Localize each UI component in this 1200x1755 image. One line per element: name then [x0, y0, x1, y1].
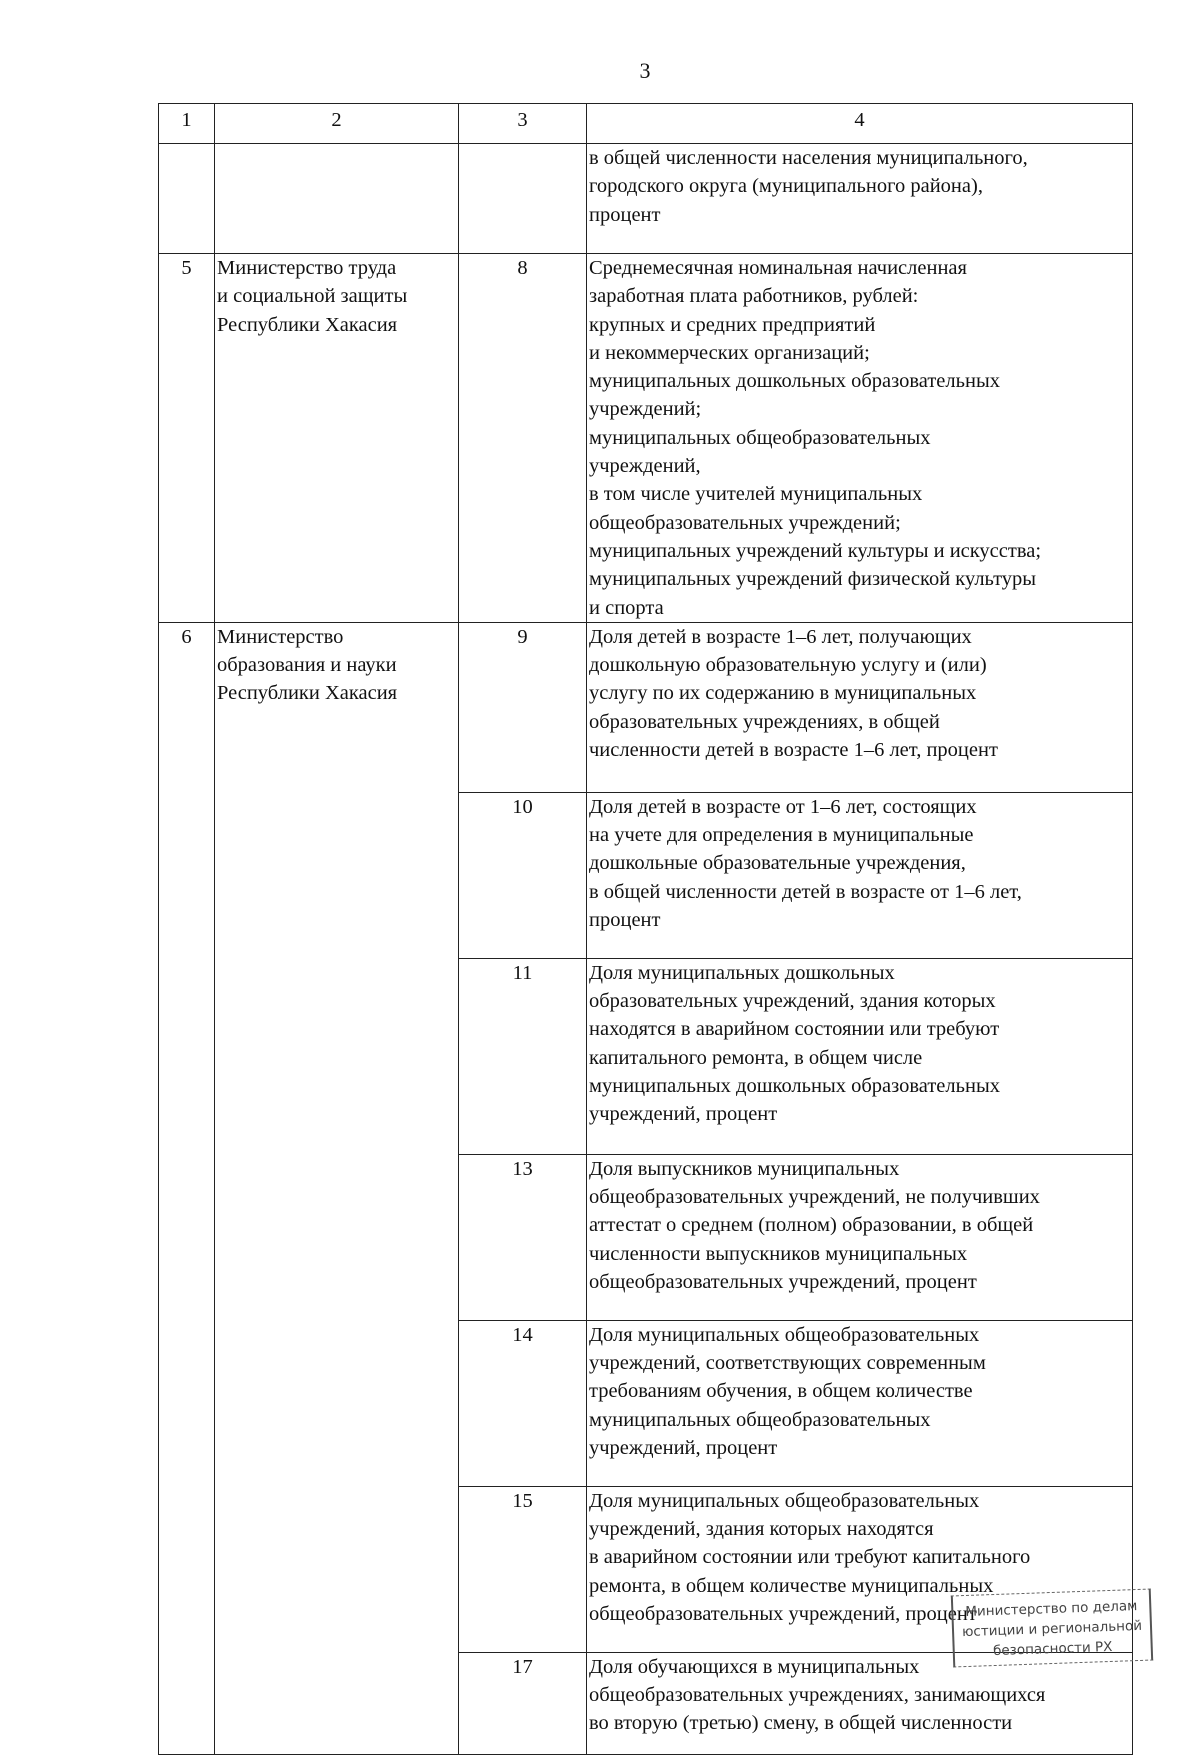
page-number: 3 [639, 58, 651, 83]
column-header: 3 [459, 104, 587, 144]
table-row [159, 622, 1133, 792]
column-header: 4 [587, 104, 1133, 144]
indicator-description: Доля муниципальных общеобразовательных учреждений, здания которых находятся в аварийном состоянии или требуют капитального ремонта, в общем количестве муниципальных общеобразовательных учреждений, процент [587, 1486, 1133, 1652]
indicator-code: 14 [459, 1320, 587, 1486]
organization-name: Министерство труда и социальной защиты Республики Хакасия [215, 254, 459, 623]
column-header: 2 [215, 104, 459, 144]
indicators-table [158, 103, 1133, 1755]
row-number: 6 [159, 622, 215, 1754]
indicator-description: в общей численности населения муниципального, городского округа (муниципального района), процент [587, 144, 1133, 254]
indicator-description: Доля выпускников муниципальных общеобразовательных учреждений, не получивших аттестат о среднем (полном) образовании, в общей численности выпускников муниципальных общеобразовательных учреждений, процент [587, 1154, 1133, 1320]
table-row [159, 254, 1133, 623]
indicator-description: Доля детей в возрасте 1–6 лет, получающих дошкольную образовательную услугу и (или) услугу по их содержанию в муниципальных образовательных учреждениях, в общей численности детей в возрасте 1–6 лет, процент [587, 622, 1133, 792]
indicator-code: 15 [459, 1486, 587, 1652]
stamp-line: юстиции и региональной [961, 1617, 1143, 1641]
stamp-line: Министерство по делам [965, 1598, 1138, 1621]
indicator-code: 8 [459, 254, 587, 623]
indicator-description: Среднемесячная номинальная начисленная заработная плата работников, рублей: крупных и средних предприятий и некоммерческих организаций; муниципальных дошкольных образовательных учреждений; муниципальных общеобразовательных учреждений, в том числе учителей муниципальных общеобразовательных учреждений; муниципальных учреждений культуры и искусства; муниципальных учреждений физической культуры и спорта [587, 254, 1133, 623]
table-row [159, 144, 1133, 254]
indicator-code: 9 [459, 622, 587, 792]
registration-stamp [951, 1589, 1153, 1668]
indicator-description: Доля муниципальных общеобразовательных учреждений, соответствующих современным требованиям обучения, в общем количестве муниципальных общеобразовательных учреждений, процент [587, 1320, 1133, 1486]
column-header: 1 [159, 104, 215, 144]
indicator-code: 17 [459, 1652, 587, 1754]
indicator-code: 13 [459, 1154, 587, 1320]
stamp-line: безопасности РХ [992, 1638, 1113, 1660]
row-number: 5 [159, 254, 215, 623]
indicator-code: 10 [459, 792, 587, 958]
table-header-row [159, 104, 1133, 144]
organization-name: Министерство образования и науки Республики Хакасия [215, 622, 459, 1754]
indicator-description: Доля обучающихся в муниципальных общеобразовательных учреждениях, занимающихся во вторую (третью) смену, в общей численности [587, 1652, 1133, 1754]
indicator-description: Доля детей в возрасте от 1–6 лет, состоящих на учете для определения в муниципальные дошкольные образовательные учреждения, в общей численности детей в возрасте от 1–6 лет, процент [587, 792, 1133, 958]
indicator-description: Доля муниципальных дошкольных образовательных учреждений, здания которых находятся в аварийном состоянии или требуют капитального ремонта, в общем числе муниципальных дошкольных образовательных учреждений, процент [587, 958, 1133, 1154]
indicator-code: 11 [459, 958, 587, 1154]
